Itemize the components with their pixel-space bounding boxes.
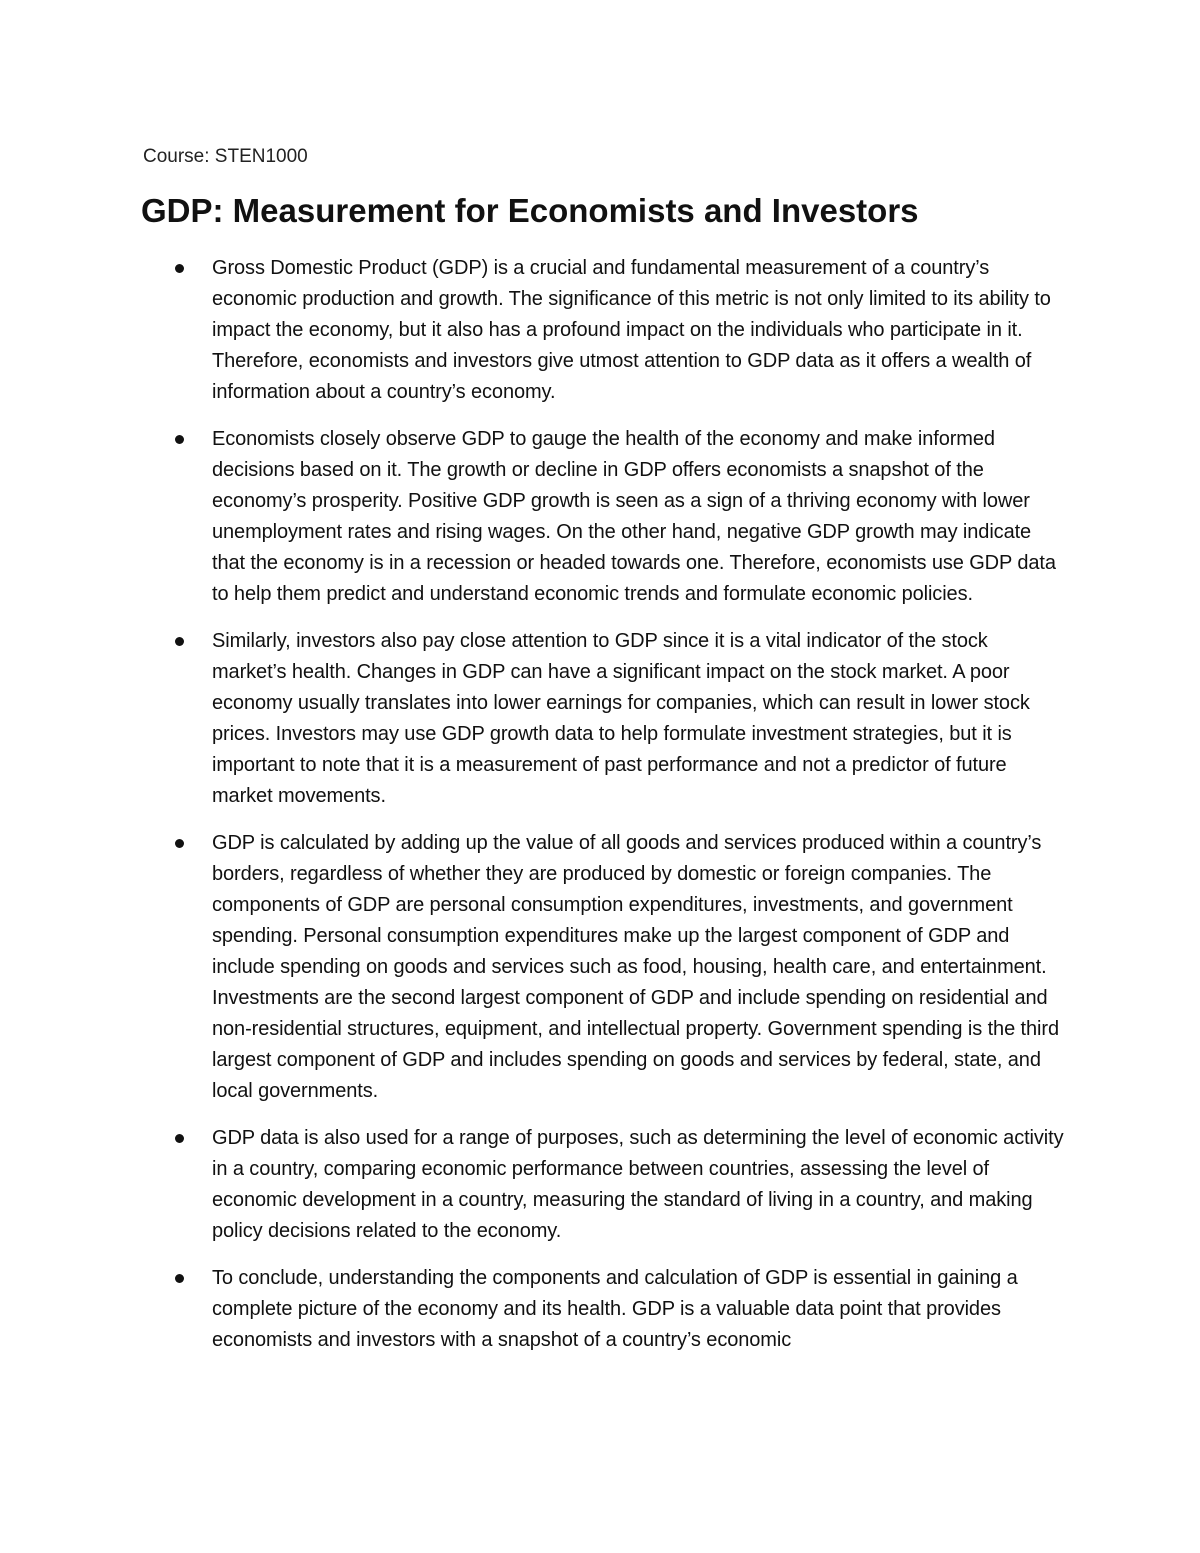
bullet-item-3 — [0, 626, 1200, 812]
bullet-item-6 — [0, 1263, 1200, 1356]
bullet-icon — [175, 1274, 184, 1283]
bullet-text: Economists closely observe GDP to gauge the health of the economy and make informed decisions based on it. The growth or decline in GDP offers economists a snapshot of the economy’s prosperity. Positive GDP growth is seen as a sign of a thriving economy with lower unemployment rates and rising wages. On the other hand, negative GDP growth may indicate that the economy is in a recession or headed towards one. Therefore, economists use GDP data to help them predict and understand economic trends and formulate economic policies. — [212, 428, 1056, 605]
bullet-list — [0, 253, 1200, 1372]
bullet-text: GDP is calculated by adding up the value of all goods and services produced within a country’s borders, regardless of whether they are produced by domestic or foreign companies. The components of GDP are personal consumption expenditures, investments, and government spending. Personal consumption expenditures make up the largest component of GDP and include spending on goods and services such as food, housing, health care, and entertainment. Investments are the second largest component of GDP and include spending on residential and non-residential structures, equipment, and intellectual property. Government spending is the third largest component of GDP and includes spending on goods and services by federal, state, and local governments. — [212, 832, 1059, 1102]
bullet-item-4 — [0, 828, 1200, 1107]
bullet-icon — [175, 264, 184, 273]
bullet-icon — [175, 435, 184, 444]
bullet-item-1 — [0, 253, 1200, 408]
bullet-item-5 — [0, 1123, 1200, 1247]
bullet-text: Gross Domestic Product (GDP) is a crucial and fundamental measurement of a country’s economic production and growth. The significance of this metric is not only limited to its ability to impact the economy, but it also has a profound impact on the individuals who participate in it. Therefore, economists and investors give utmost attention to GDP data as it offers a wealth of information about a country’s economy. — [212, 257, 1051, 403]
bullet-text: Similarly, investors also pay close attention to GDP since it is a vital indicator of the stock market’s health. Changes in GDP can have a significant impact on the stock market. A poor economy usually translates into lower earnings for companies, which can result in lower stock prices. Investors may use GDP growth data to help formulate investment strategies, but it is important to note that it is a measurement of past performance and not a predictor of future market movements. — [212, 630, 1030, 807]
bullet-icon — [175, 1134, 184, 1143]
bullet-text: GDP data is also used for a range of purposes, such as determining the level of economic activity in a country, comparing economic performance between countries, assessing the level of economic development in a country, measuring the standard of living in a country, and making policy decisions related to the economy. — [212, 1127, 1064, 1242]
bullet-text: To conclude, understanding the components and calculation of GDP is essential in gaining a complete picture of the economy and its health. GDP is a valuable data point that provides economists and investors with a snapshot of a country’s economic — [212, 1267, 1018, 1351]
bullet-icon — [175, 839, 184, 848]
page-title: GDP: Measurement for Economists and Investors — [141, 192, 919, 229]
course-label: Course: STEN1000 — [143, 146, 308, 167]
bullet-item-2 — [0, 424, 1200, 610]
bullet-icon — [175, 637, 184, 646]
